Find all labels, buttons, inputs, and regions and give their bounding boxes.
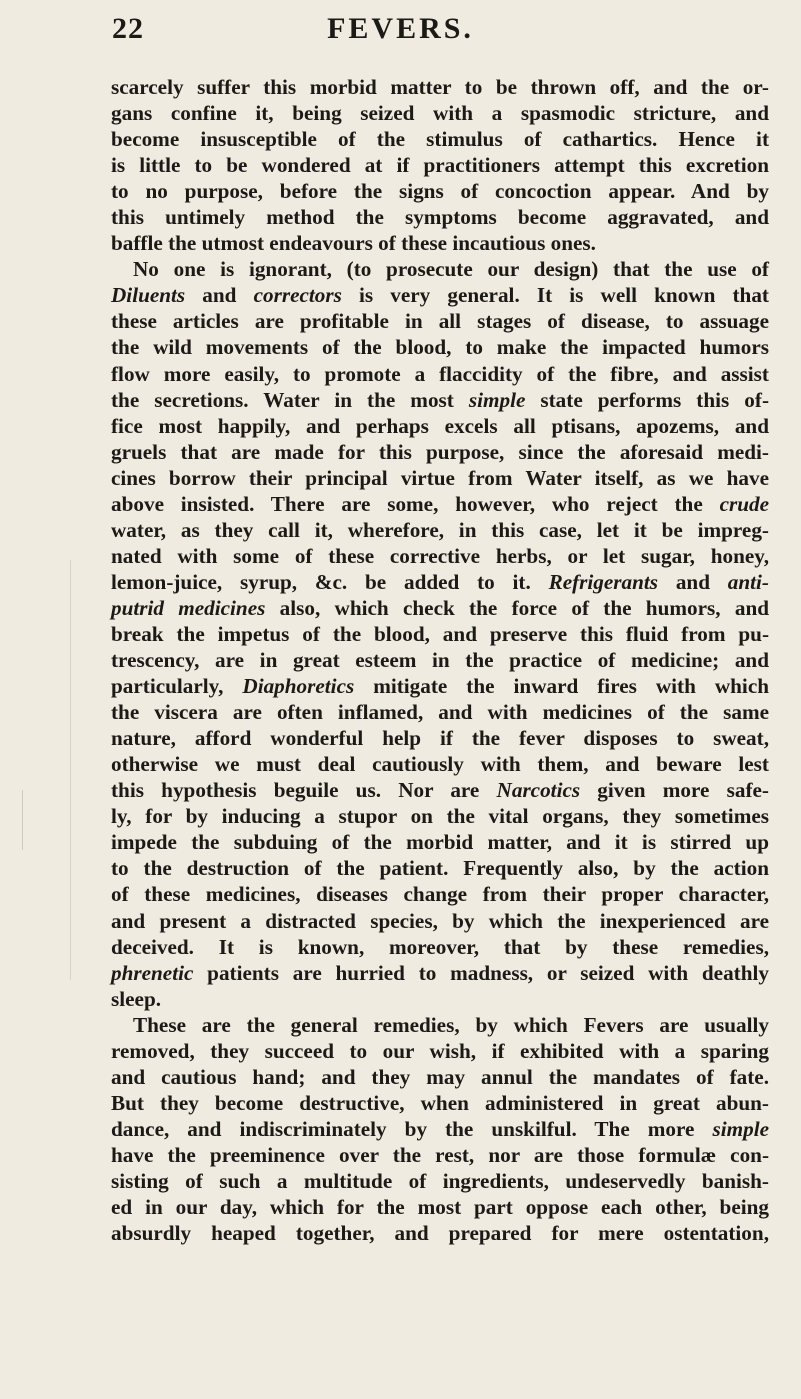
- text-line: dance, and indiscriminately by the unskilful. The more simple: [111, 1116, 769, 1141]
- text-line: otherwise we must deal cautiously with them, and beware lest: [111, 752, 769, 777]
- text-line: phrenetic patients are hurried to madness, or seized with deathly: [111, 960, 769, 985]
- running-title: FEVERS.: [327, 12, 474, 45]
- text-line: break the impetus of the blood, and preserve this fluid from pu-: [111, 621, 769, 646]
- text-line: But they become destructive, when administered in great abun-: [111, 1090, 769, 1115]
- page-number: 22: [112, 12, 144, 45]
- text-line: become insusceptible of the stimulus of cathartics. Hence it: [111, 127, 769, 152]
- text-line: these articles are profitable in all stages of disease, to assuage: [111, 309, 769, 334]
- text-line: gans confine it, being seized with a spasmodic stricture, and: [111, 101, 769, 126]
- paper-crease: [70, 560, 71, 980]
- text-line: the wild movements of the blood, to make the impacted humors: [111, 335, 769, 360]
- text-line: to no purpose, before the signs of concoction appear. And by: [111, 179, 769, 204]
- text-line: These are the general remedies, by which Fevers are usually: [133, 1012, 769, 1037]
- text-line: sisting of such a multitude of ingredients, undeservedly banish-: [111, 1168, 769, 1193]
- text-line: putrid medicines also, which check the force of the humors, and: [111, 595, 770, 620]
- text-line: fice most happily, and perhaps excels all ptisans, apozems, and: [111, 413, 769, 438]
- text-line: gruels that are made for this purpose, since the aforesaid medi-: [111, 439, 769, 464]
- text-line: baffle the utmost endeavours of these incautious ones.: [111, 231, 596, 256]
- text-line: No one is ignorant, (to prosecute our design) that the use of: [133, 257, 769, 282]
- text-line: water, as they call it, wherefore, in this case, let it be impreg-: [111, 517, 769, 542]
- text-line: is little to be wondered at if practitioners attempt this excretion: [111, 153, 769, 178]
- text-line: to the destruction of the patient. Frequently also, by the action: [111, 856, 769, 881]
- text-line: removed, they succeed to our wish, if exhibited with a sparing: [111, 1038, 769, 1063]
- text-line: impede the subduing of the morbid matter, and it is stirred up: [111, 830, 769, 855]
- page-header: [0, 10, 801, 50]
- text-line: absurdly heaped together, and prepared for mere ostentation,: [111, 1221, 769, 1246]
- text-line: nated with some of these corrective herbs, or let sugar, honey,: [111, 543, 769, 568]
- text-line: lemon-juice, syrup, &c. be added to it. Refrigerants and anti-: [111, 569, 769, 594]
- text-line: have the preeminence over the rest, nor are those formulæ con-: [111, 1142, 769, 1167]
- text-line: of these medicines, diseases change from their proper character,: [111, 882, 769, 907]
- text-line: Diluents and correctors is very general. It is well known that: [111, 283, 769, 308]
- paper-crease: [22, 790, 23, 850]
- text-line: cines borrow their principal virtue from Water itself, as we have: [111, 465, 769, 490]
- text-line: ed in our day, which for the most part oppose each other, being: [111, 1195, 769, 1220]
- text-line: ly, for by inducing a stupor on the vital organs, they sometimes: [111, 804, 769, 829]
- body-text: [111, 74, 769, 1246]
- text-line: above insisted. There are some, however, who reject the crude: [111, 491, 769, 516]
- text-line: deceived. It is known, moreover, that by these remedies,: [111, 934, 769, 959]
- text-line: this untimely method the symptoms become aggravated, and: [111, 205, 769, 230]
- text-line: the viscera are often inflamed, and with medicines of the same: [111, 700, 769, 725]
- text-line: nature, afford wonderful help if the fever disposes to sweat,: [111, 726, 769, 751]
- text-line: trescency, are in great esteem in the practice of medicine; and: [111, 648, 769, 673]
- text-line: and cautious hand; and they may annul the mandates of fate.: [111, 1064, 769, 1089]
- text-line: this hypothesis beguile us. Nor are Narcotics given more safe-: [111, 778, 769, 803]
- text-line: scarcely suffer this morbid matter to be thrown off, and the or-: [111, 75, 769, 99]
- text-line: particularly, Diaphoretics mitigate the inward fires with which: [111, 674, 770, 699]
- text-line: and present a distracted species, by which the inexperienced are: [111, 908, 769, 933]
- text-line: flow more easily, to promote a flaccidity of the fibre, and assist: [111, 361, 769, 386]
- text-line: sleep.: [111, 986, 162, 1011]
- text-line: the secretions. Water in the most simple state performs this of-: [111, 387, 769, 412]
